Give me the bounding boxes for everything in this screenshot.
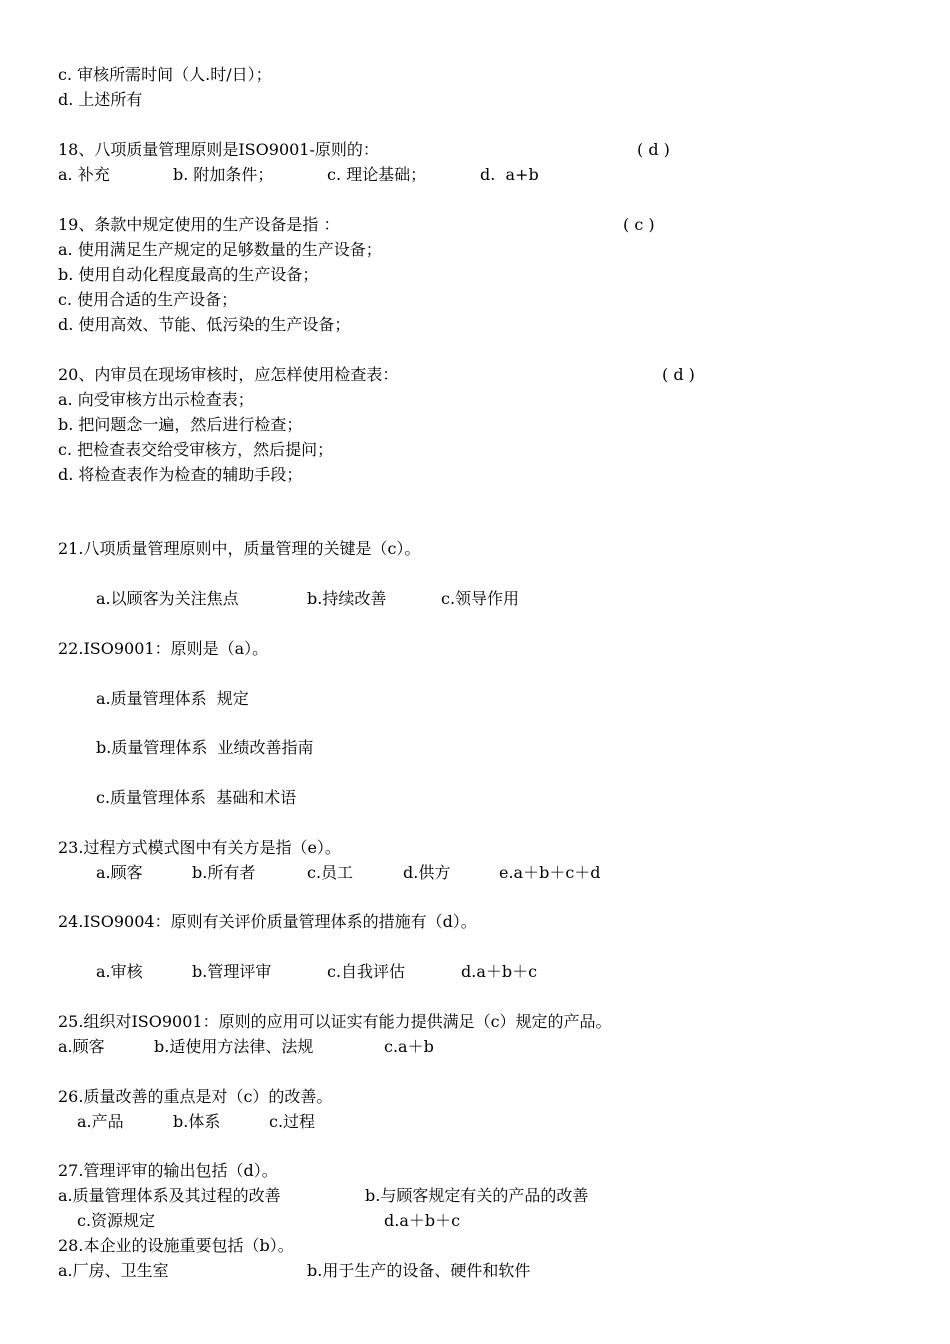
q25-option-c: c.a＋b [384, 1037, 434, 1056]
question-18: 18、八项质量管理原则是ISO9001-原则的： [58, 140, 379, 159]
answer-20: ( d ) [662, 365, 695, 384]
q22-option-b: b.质量管理体系 业绩改善指南 [96, 738, 314, 757]
q23-option-c: c.员工 [307, 863, 354, 882]
question-21: 21.八项质量管理原则中，质量管理的关键是（c）。 [58, 539, 421, 558]
q26-option-c: c.过程 [269, 1112, 316, 1131]
q24-option-c: c.自我评估 [327, 962, 406, 981]
q23-option-a: a.顾客 [96, 863, 143, 882]
answer-18: ( d ) [637, 140, 670, 159]
q21-option-a: a.以顾客为关注焦点 [96, 589, 239, 608]
q19-option-c: c. 使用合适的生产设备； [58, 290, 238, 309]
q23-option-e: e.a＋b＋c＋d [499, 863, 601, 882]
q22-option-c: c.质量管理体系 基础和术语 [96, 788, 297, 807]
q20-option-a: a. 向受审核方出示检查表； [58, 390, 254, 409]
question-22: 22.ISO9001：原则是（a）。 [58, 639, 269, 658]
q21-option-c: c.领导作用 [441, 589, 520, 608]
option-d-text: d. 上述所有 [58, 90, 143, 109]
q22-option-a: a.质量管理体系 规定 [96, 689, 249, 708]
q25-option-a: a.顾客 [58, 1037, 105, 1056]
q26-option-a: a.产品 [77, 1112, 124, 1131]
q24-option-d: d.a＋b＋c [461, 962, 538, 981]
q18-option-d: d. a+b [480, 165, 539, 184]
q20-option-d: d. 将检查表作为检查的辅助手段； [58, 465, 303, 484]
q19-option-d: d. 使用高效、节能、低污染的生产设备； [58, 315, 351, 334]
question-23: 23.过程方式模式图中有关方是指（e）。 [58, 838, 341, 857]
q23-option-b: b.所有者 [192, 863, 256, 882]
q26-option-b: b.体系 [173, 1112, 221, 1131]
q25-option-b: b.适使用方法律、法规 [154, 1037, 314, 1056]
q24-option-b: b.管理评审 [192, 962, 272, 981]
question-24: 24.ISO9004：原则有关评价质量管理体系的措施有（d）。 [58, 912, 477, 931]
q21-option-b: b.持续改善 [307, 589, 387, 608]
q27-option-d: d.a＋b＋c [384, 1211, 461, 1230]
q18-option-b: b. 附加条件； [173, 165, 274, 184]
q19-option-b: b. 使用自动化程度最高的生产设备； [58, 265, 319, 284]
question-20: 20、内审员在现场审核时，应怎样使用检查表： [58, 365, 399, 384]
q27-option-a: a.质量管理体系及其过程的改善 [58, 1186, 281, 1205]
q18-option-a: a. 补充 [58, 165, 110, 184]
question-19: 19、条款中规定使用的生产设备是指 ： [58, 215, 340, 234]
q24-option-a: a.审核 [96, 962, 143, 981]
question-27: 27.管理评审的输出包括（d）。 [58, 1161, 278, 1180]
option-c-text: c. 审核所需时间（人.时/日）； [58, 65, 272, 84]
q18-option-c: c. 理论基础； [327, 165, 427, 184]
question-28: 28.本企业的设施重要包括（b）。 [58, 1236, 294, 1255]
answer-19: ( c ) [623, 215, 655, 234]
q27-option-c: c.资源规定 [77, 1211, 156, 1230]
question-25: 25.组织对ISO9001：原则的应用可以证实有能力提供满足（c）规定的产品。 [58, 1012, 612, 1031]
q20-option-c: c. 把检查表交给受审核方，然后提问； [58, 440, 334, 459]
q23-option-d: d.供方 [403, 863, 451, 882]
q28-option-b: b.用于生产的设备、硬件和软件 [307, 1261, 531, 1280]
q27-option-b: b.与顾客规定有关的产品的改善 [365, 1186, 589, 1205]
q19-option-a: a. 使用满足生产规定的足够数量的生产设备； [58, 240, 382, 259]
q20-option-b: b. 把问题念一遍，然后进行检查； [58, 415, 303, 434]
question-26: 26.质量改善的重点是对（c）的改善。 [58, 1087, 333, 1106]
q28-option-a: a.厂房、卫生室 [58, 1261, 169, 1280]
